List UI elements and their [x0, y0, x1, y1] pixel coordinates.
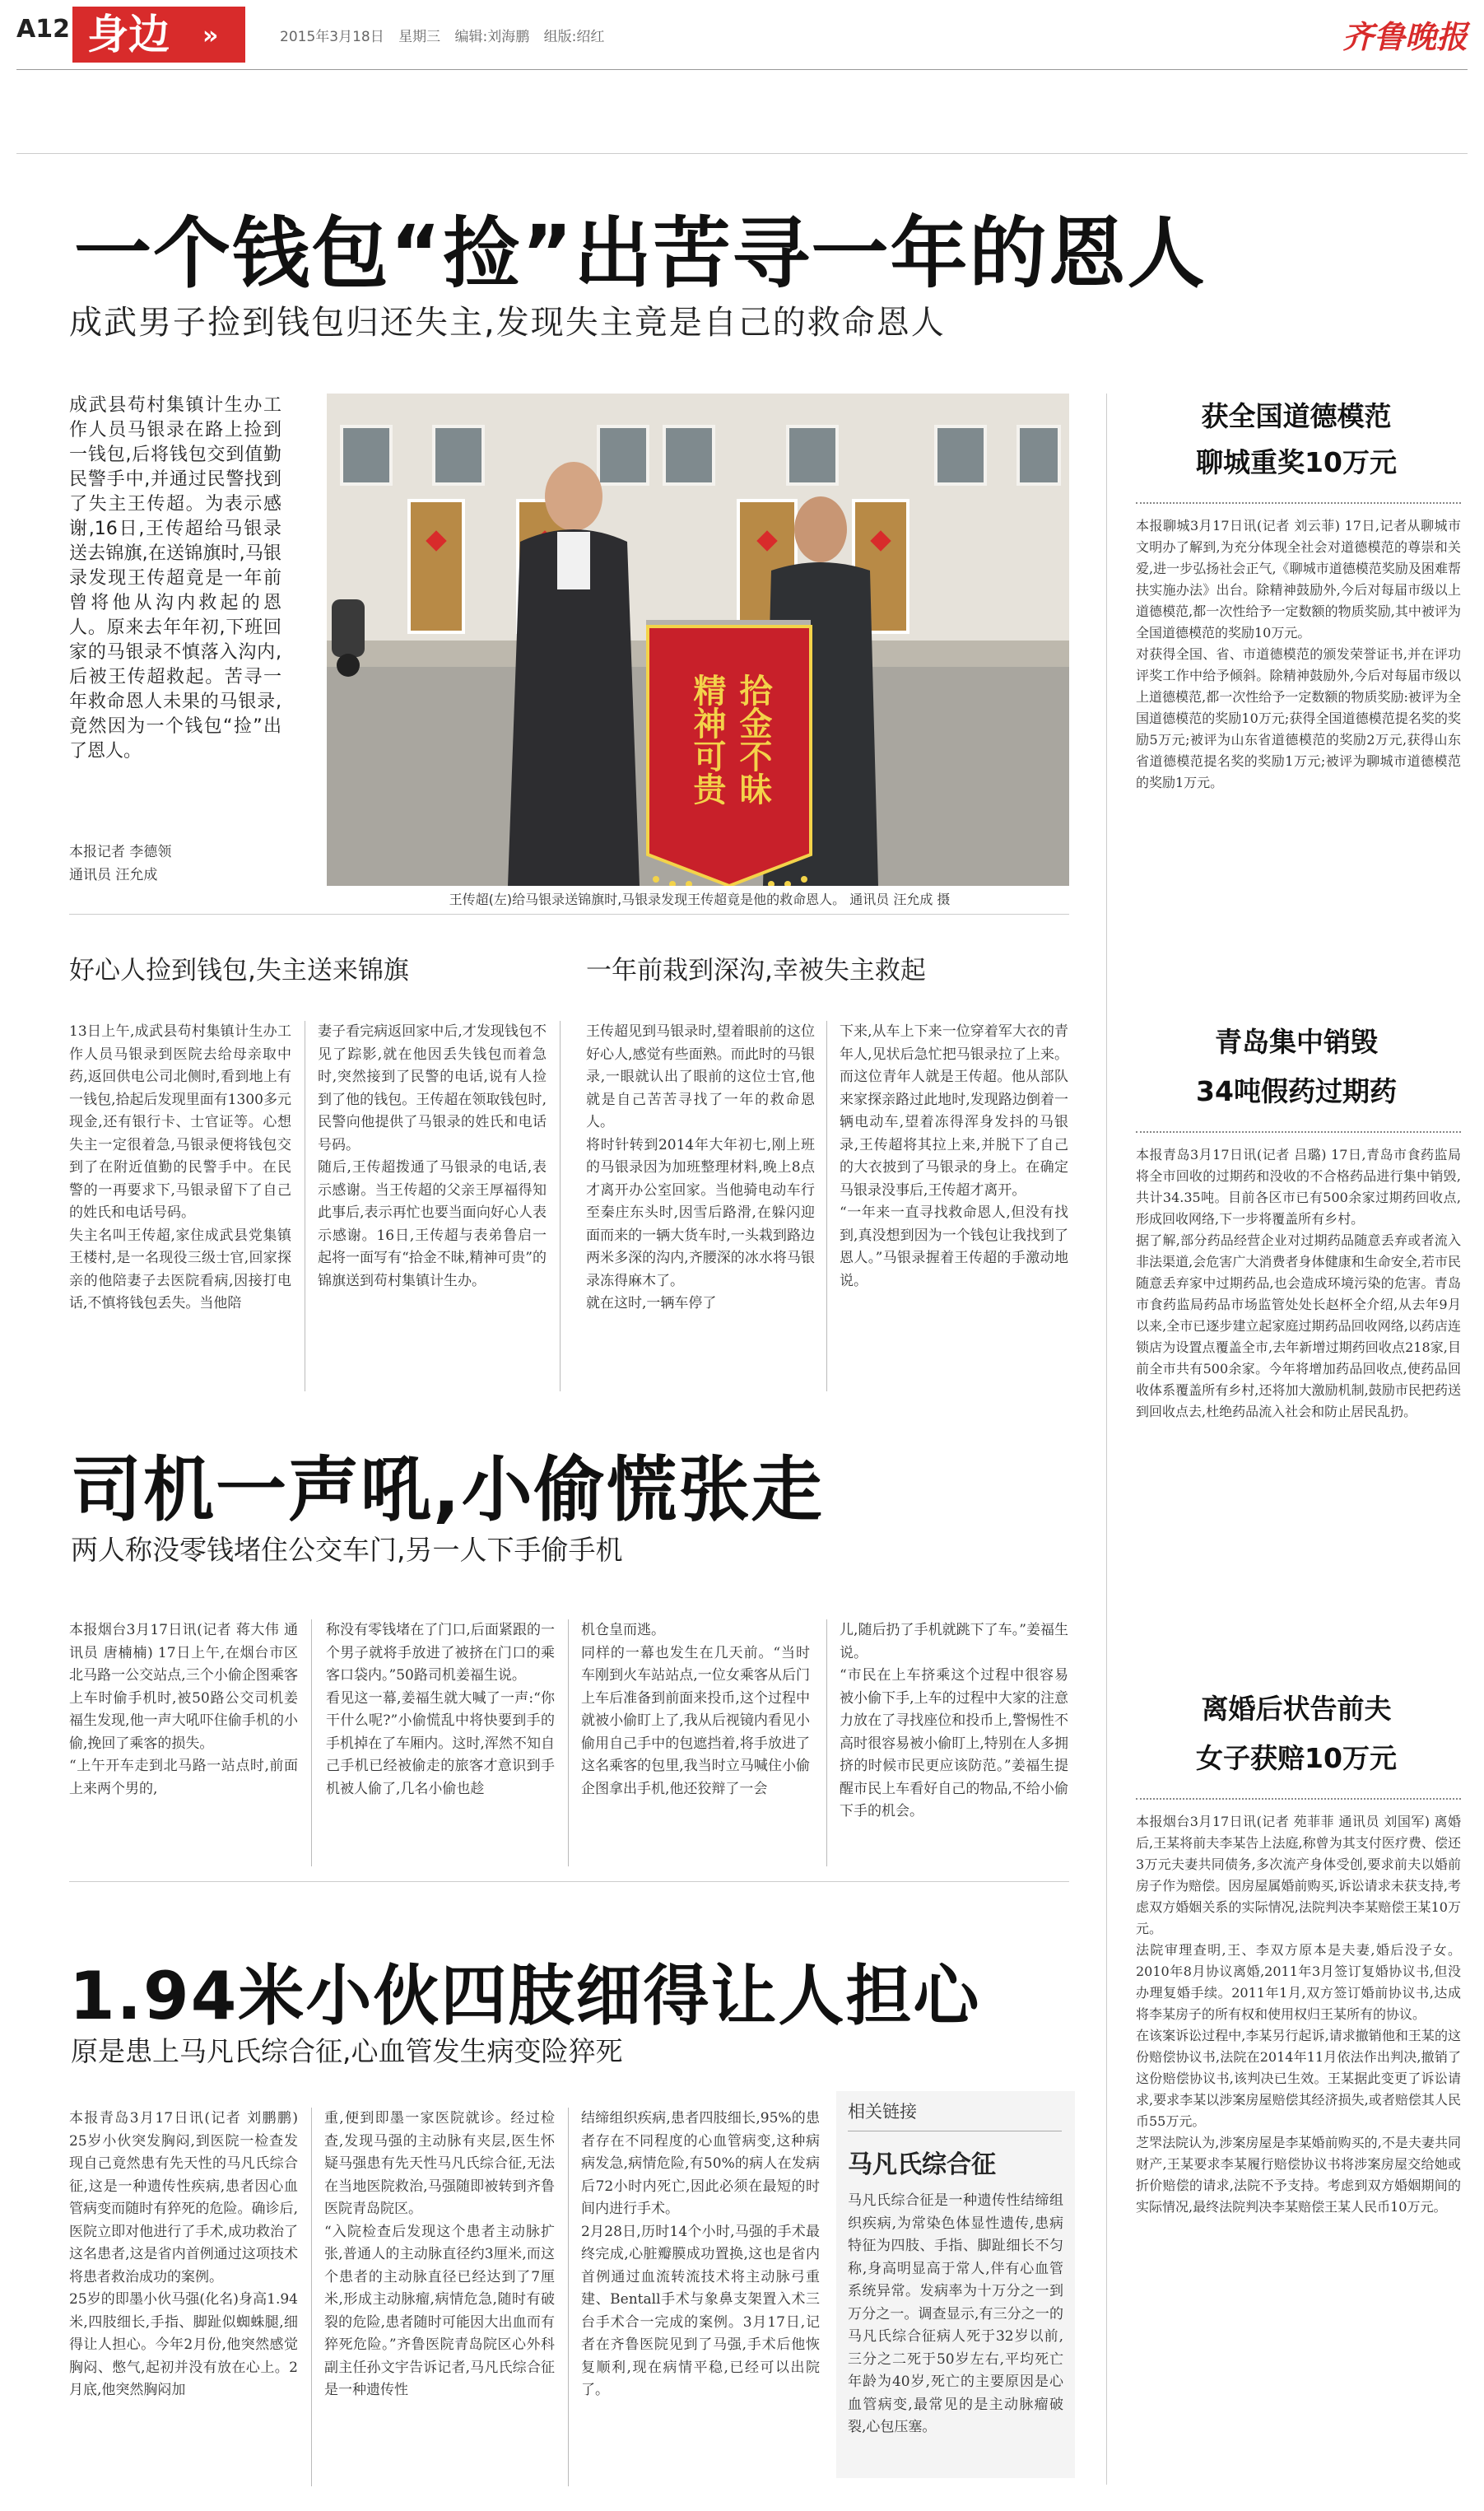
header-rule	[16, 69, 1468, 70]
story2-body-col1: 本报烟台3月17日讯(记者 蒋大伟 通讯员 唐楠楠) 17日上午,在烟台市区北马路一公交站点,三个小偷企图乘客上车时偷手机时,被50路公交司机姜福生发现,他一声大吼吓住偷手机的小偷,挽回了乘客的损失。 “上午开车走到北马路一站点时,前面上来两个男的,	[69, 1622, 298, 1797]
related-title: 马凡氏综合征	[848, 2150, 996, 2179]
story2-body-col2: 称没有零钱堵在了门口,后面紧跟的一个男子就将手放进了被挤在门口的乘客口袋内。”50路司机姜福生说。 看见这一幕,姜福生就大喊了一声:“你干什么呢?”小偷慌乱中将快要到手的手机掉在了车厢内。这时,浑然不知自己手机已经被偷走的旅客才意识到手机被人偷了,几名小偷也趁	[326, 1622, 555, 1797]
story1-body-col3: 王传超见到马银录时,望着眼前的这位好心人,感觉有些面熟。而此时的马银录,一眼就认出了眼前的这位士官,他就是自己苦苦寻找了一年的救命恩人。 将时针转到2014年大年初七,刚上班的马银录因为加班整理材料,晚上8点才离开办公室回家。当他骑电动车行至秦庄东头时,因雪后路滑,在躲闪迎面而来的一辆大货车时,一头栽到路边两米多深的沟内,齐腰深的冰水将马银录冻得麻木了。 就在这时,一辆车停了	[586, 1023, 815, 1311]
side2-rule	[1136, 1131, 1461, 1133]
story1-byline-correspondent: 通讯员 汪允成	[69, 867, 158, 883]
masthead-logo: 齐鲁晚报	[1342, 18, 1468, 55]
col-divider	[826, 1619, 827, 1866]
story3-body-col2: 重,便到即墨一家医院就诊。经过检查,发现马强的主动脉有夹层,医生怀疑马强患有先天性马凡氏综合征,无法在当地医院救治,马强随即被转到齐鲁医院青岛院区。 “入院检查后发现这个患者主动脉扩张,普通人的主动脉直径约3厘米,而这个患者的主动脉直径已经达到了7厘米,形成主动脉瘤,病情危急,随时有破裂的危险,患者随时可能因大出血而有猝死危险。”齐鲁医院青岛院区心外科副主任孙文宇告诉记者,马凡氏综合征是一种遗传性	[324, 2110, 555, 2398]
top-rule	[16, 153, 1468, 154]
side3-title-line2: 女子获赔10万元	[1196, 1742, 1397, 1774]
story2-body-col4: 儿,随后扔了手机就跳下了车。”姜福生说。 “市民在上车挤乘这个过程中很容易被小偷下手,上车的过程中大家的注意力放在了寻找座位和投币上,警惕性不高时很容易被小偷盯上,特别在人多拥挤的时候市民更应该防范。”姜福生提醒市民上车看好自己的物品,不给小偷下手的机会。	[840, 1622, 1068, 1819]
story2-body-col3: 机仓皇而逃。 同样的一幕也发生在几天前。“当时车刚到火车站站点,一位女乘客从后门上车后准备到前面来投币,这个过程中就被小偷盯上了,我从后视镜内看见小偷用自己手中的包遮挡着,将手放进了这名乘客的包里,我当时立马喊住小偷企图拿出手机,他还狡辩了一会	[581, 1622, 810, 1797]
story1-body-col1: 13日上午,成武县苟村集镇计生办工作人员马银录到医院去给母亲取中药,返回供电公司北侧时,看到地上有一钱包,拾起后发现里面有1300多元现金,还有银行卡、士官证等。心想失主一定很着急,马银录便将钱包交到了在附近值勤的民警手中。在民警的一再要求下,马银录留下了自己的姓氏和电话号码。 失主名叫王传超,家住成武县党集镇王楼村,是一名现役三级士官,回家探亲的他陪妻子去医院看病,因接打电话,不慎将钱包丢失。当他陪	[69, 1023, 291, 1311]
story3-body-col1: 本报青岛3月17日讯(记者 刘鹏鹏) 25岁小伙突发胸闷,到医院一检查发现自己竟然患有先天性的马凡氏综合征,这是一种遗传性疾病,患者因心血管病变而随时有猝死的危险。确诊后,医院立即对他进行了手术,成功救治了这名患者,这是省内首例通过这项技术将患者救治成功的案例。 25岁的即墨小伙马强(化名)身高1.94米,四肢细长,手指、脚趾似蜘蛛腿,细得让人担心。今年2月份,他突然感觉胸闷、憋气,起初并没有放在心上。2月底,他突然胸闷加	[69, 2110, 298, 2398]
side1-rule	[1136, 502, 1461, 504]
col-divider	[568, 1619, 569, 1866]
side2-title-line1: 青岛集中销毁	[1215, 1026, 1378, 1058]
story1-headline: 一个钱包“捡”出苦寻一年的恩人	[74, 209, 1207, 299]
side2-body: 本报青岛3月17日讯(记者 吕璐) 17日,青岛市食药监局将全市回收的过期药和没收的不合格药品进行集中销毁,共计34.35吨。目前各区市已有500余家过期药回收点,形成回收网络,下一步将覆盖所有乡村。 据了解,部分药品经营企业对过期药品随意丢弃或者流入非法渠道,会危害广大消费者身体健康和生命安全,若市民随意丢弃家中过期药品,也会造成环境污染的危害。青岛市食药监局药品市场监管处处长赵杯全介绍,从去年9月以来,全市已逐步建立起家庭过期药品回收网络,以药店连锁店为设置点覆盖全市,去年新增过期药回收点218家,目前全市共有500余家。今年将增加药品回收点,使药品回收体系覆盖所有乡村,还将加大激励机制,鼓励市民把药送到回收点去,杜绝药品流入社会和防止居民乱扔。	[1136, 1147, 1461, 1419]
story1-byline-reporter: 本报记者 李德领	[69, 844, 172, 860]
col-divider	[568, 2108, 569, 2486]
story2-rule	[69, 1881, 1069, 1882]
side1-title-line2: 聊城重奖10万元	[1196, 446, 1397, 478]
related-label: 相关链接	[848, 2102, 917, 2122]
side2-title-line2: 34吨假药过期药	[1196, 1075, 1397, 1107]
issue-info: 2015年3月18日 星期三 编辑:刘海鹏 组版:绍红	[280, 29, 605, 45]
story1-sub2: 一年前栽到深沟,幸被失主救起	[586, 956, 926, 985]
photo-caption: 王传超(左)给马银录送锦旗时,马银录发现王传超竟是他的救命恩人。 通讯员 汪允成 摄	[449, 892, 951, 907]
story3-subhead: 原是患上马凡氏综合征,心血管发生病变险猝死	[71, 2035, 623, 2067]
banner-text-2: 精神可贵	[688, 673, 726, 805]
side3-title-line1: 离婚后状告前夫	[1201, 1693, 1392, 1725]
story1-body-col4: 下来,从车上下来一位穿着军大衣的青年人,见状后急忙把马银录拉了上来。而这位青年人就是王传超。他从部队来家探亲路过此地时,发现路边倒着一辆电动车,望着冻得浑身发抖的马银录,王传超将其拉上来,并脱下了自己的大衣披到了马银录的身上。在确定马银录没事后,王传超才离开。 “一年来一直寻找救命恩人,但没有找到,真没想到因为一个钱包让我找到了恩人。”马银录握着王传超的手激动地说。	[840, 1023, 1068, 1289]
story3-body-col3: 结缔组织疾病,患者四肢细长,95%的患者存在不同程度的心血管病变,这种病病发急,病情危险,有50%的病人在发病后72小时内死亡,因此必须在最短的时间内进行手术。 2月28日,历时14个小时,马强的手术最终完成,心脏瓣膜成功置换,这也是省内首例通过血流转流技术将主动脉弓重建、Bentall手术与象鼻支架置入术三台手术合一完成的案例。3月17日,记者在齐鲁医院见到了马强,手术后他恢复顺利,现在病情平稳,已经可以出院了。	[581, 2110, 820, 2398]
side1-body: 本报聊城3月17日讯(记者 刘云菲) 17日,记者从聊城市文明办了解到,为充分体现全社会对道德模范的尊崇和关爱,进一步弘扬社会正气,《聊城市道德模范奖励及困难帮扶实施办法》出台。除精神鼓励外,今后对每届市级以上道德模范,都一次性给予一定数额的物质奖励,其中被评为全国道德模范的奖励10万元。 对获得全国、省、市道德模范的颁发荣誉证书,并在评功评奖工作中给予倾斜。除精神鼓励外,今后对每届市级以上道德模范,都一次性给予一定数额的物质奖励:被评为全国道德模范的奖励10万元;获得全国道德模范提名奖的奖励5万元;被评为山东省道德模范的奖励2万元,获得山东省道德模范提名奖的奖励1万元;被评为聊城市道德模范的奖励1万元。	[1136, 518, 1461, 790]
col-divider	[311, 2108, 312, 2486]
col-divider	[311, 1619, 312, 1866]
col-divider	[560, 1021, 561, 1391]
photo-illustration	[327, 394, 1069, 886]
story2-headline: 司机一声吼,小偷慌张走	[71, 1449, 824, 1531]
side3-body: 本报烟台3月17日讯(记者 苑菲菲 通讯员 刘国军) 离婚后,王某将前夫李某告上法庭,称曾为其支付医疗费、偿还3万元夫妻共同债务,多次流产身体受创,要求前夫以婚前房子作为赔偿。因房屋属婚前购买,诉讼请求未获支持,考虑双方婚姻关系的实际情况,法院判决李某赔偿王某10万元。 法院审理查明,王、李双方原本是夫妻,婚后没子女。2010年8月协议离婚,2011年3月签订复婚协议书,但没办理复婚手续。2011年1月,双方签订婚前协议书,达成将李某房子的所有权和使用权归王某所有的协议。 在该案诉讼过程中,李某另行起诉,请求撤销他和王某的这份赔偿协议书,法院在2014年11月依法作出判决,撤销了这份赔偿协议书,该判决已生效。王某据此变更了诉讼请求,要求李某以涉案房屋赔偿其经济损失,或者赔偿其人民币55万元。 芝罘法院认为,涉案房屋是李某婚前购买的,不是夫妻共同财产,王某要求李某履行赔偿协议书将涉案房屋交给她或折价赔偿的请求,法院不予支持。考虑到双方婚姻期间的实际情况,最终法院判决李某赔偿王某人民币10万元。	[1136, 1814, 1461, 2215]
story1-sub1: 好心人捡到钱包,失主送来锦旗	[69, 956, 409, 985]
page-number: A12	[16, 15, 70, 44]
story1-subhead: 成武男子捡到钱包归还失主,发现失主竟是自己的救命恩人	[69, 304, 946, 342]
story2-subhead: 两人称没零钱堵住公交车门,另一人下手偷手机	[71, 1534, 623, 1566]
story1-rule	[69, 914, 1069, 915]
story1-photo	[327, 394, 1069, 886]
story1-lead: 成武县苟村集镇计生办工作人员马银录在路上捡到一钱包,后将钱包交到值勤民警手中,并通过民警找到了失主王传超。为表示感谢,16日,王传超给马银录送去锦旗,在送锦旗时,马银录发现王传超竟是一年前曾将他从沟内救起的恩人。原来去年年初,下班回家的马银录不慎落入沟内,后被王传超救起。苦寻一年救命恩人未果的马银录,竟然因为一个钱包“捡”出了恩人。	[69, 395, 281, 762]
banner-text-1: 拾金不昧	[734, 673, 772, 805]
side3-rule	[1136, 1798, 1461, 1800]
section-arrow-icon: »	[202, 21, 219, 50]
side1-title-line1: 获全国道德模范	[1201, 400, 1392, 432]
sidebar-divider	[1106, 394, 1107, 2485]
story1-body-col2: 妻子看完病返回家中后,才发现钱包不见了踪影,就在他因丢失钱包而着急时,突然接到了民警的电话,说有人捡到了他的钱包。王传超在领取钱包时,民警向他提供了马银录的姓氏和电话号码。 随后,王传超拨通了马银录的电话,表示感谢。当王传超的父亲王厚福得知此事后,表示再忙也要当面向好心人表示感谢。16日,王传超与表弟鲁启一起将一面写有“拾金不昧,精神可贵”的锦旗送到苟村集镇计生办。	[318, 1023, 547, 1289]
story3-headline: 1.94米小伙四肢细得让人担心	[69, 1958, 981, 2034]
related-body: 马凡氏综合征是一种遗传性结缔组织疾病,为常染色体显性遗传,患病特征为四肢、手指、脚趾细长不匀称,身高明显高于常人,伴有心血管系统异常。发病率为十万分之一到万分之一。调查显示,有三分之一的马凡氏综合征病人死于32岁以前,三分之二死于50岁左右,平均死亡年龄为40岁,死亡的主要原因是心血管病变,最常见的是主动脉瘤破裂,心包压塞。	[848, 2192, 1063, 2435]
col-divider	[826, 1021, 827, 1391]
section-tag: 身边	[72, 7, 245, 63]
